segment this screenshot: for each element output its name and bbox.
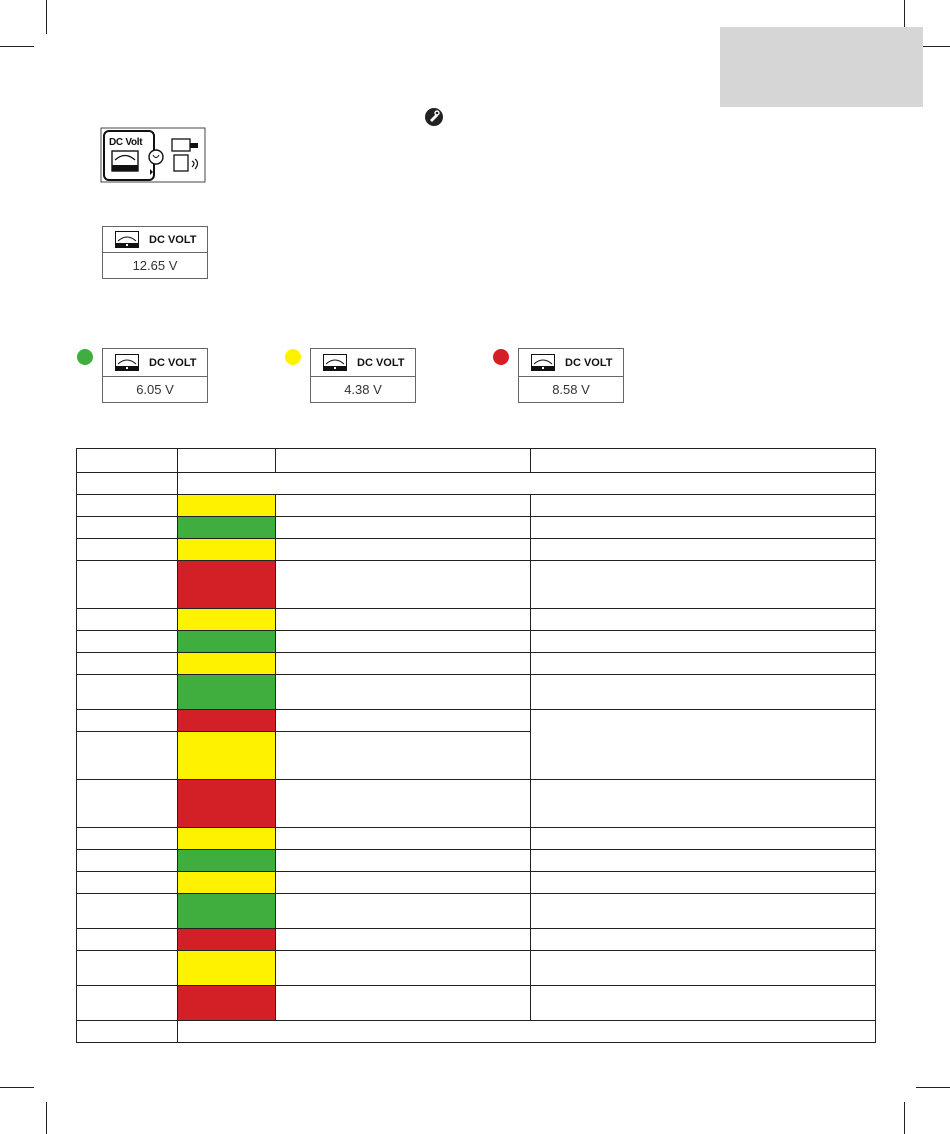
status-cell-green: [178, 675, 276, 710]
voltage-results-table: [76, 448, 876, 1043]
status-cell-yellow: [178, 732, 276, 780]
table-cell: [531, 894, 876, 929]
display-value: 6.05 V: [136, 382, 174, 397]
table-cell: [77, 561, 178, 609]
crop-mark: [46, 0, 47, 34]
table-cell: [77, 631, 178, 653]
table-cell: [276, 631, 531, 653]
table-row: [77, 986, 876, 1021]
table-cell: [276, 872, 531, 894]
example-display-yellow: [310, 348, 416, 403]
meter-icon: [115, 354, 139, 371]
meter-icon: [531, 354, 555, 371]
table-cell: [276, 539, 531, 561]
crop-mark: [904, 1102, 905, 1134]
table-row: [77, 951, 876, 986]
table-cell: [77, 872, 178, 894]
table-cell: [276, 780, 531, 828]
table-cell: [276, 517, 531, 539]
table-cell: [77, 539, 178, 561]
table-footer-row: [77, 1021, 876, 1043]
status-cell-yellow: [178, 872, 276, 894]
table-cell: [276, 732, 531, 780]
table-cell: [77, 449, 178, 473]
table-cell: [77, 850, 178, 872]
tool-icon: [424, 107, 444, 127]
table-cell: [531, 986, 876, 1021]
status-cell-yellow: [178, 951, 276, 986]
table-row: [77, 872, 876, 894]
table-cell: [178, 449, 276, 473]
table-cell: [276, 951, 531, 986]
table-cell: [77, 951, 178, 986]
table-row: [77, 631, 876, 653]
table-row: [77, 828, 876, 850]
table-cell: [276, 449, 531, 473]
table-cell: [77, 675, 178, 710]
status-cell-red: [178, 561, 276, 609]
status-cell-yellow: [178, 539, 276, 561]
example-display-red: [518, 348, 624, 403]
table-row: [77, 609, 876, 631]
table-cell: [77, 517, 178, 539]
dc-volt-display: [102, 226, 208, 279]
table-cell: [531, 951, 876, 986]
crop-mark: [0, 1087, 34, 1088]
table-cell: [77, 473, 178, 495]
table-cell: [531, 609, 876, 631]
table-cell: [531, 828, 876, 850]
table-row: [77, 780, 876, 828]
table-cell: [531, 517, 876, 539]
table-row: [77, 929, 876, 951]
table-header-row: [77, 449, 876, 473]
table-cell: [276, 675, 531, 710]
table-row: [77, 653, 876, 675]
meter-icon: [115, 231, 139, 248]
table-cell: [531, 631, 876, 653]
table-cell: [77, 780, 178, 828]
table-cell: [178, 473, 876, 495]
menu-title: DC Volt: [109, 137, 143, 148]
table-cell: [276, 495, 531, 517]
table-cell: [531, 449, 876, 473]
status-cell-green: [178, 894, 276, 929]
page-tab: [720, 27, 923, 107]
table-row: [77, 710, 876, 732]
display-value: 4.38 V: [344, 382, 382, 397]
example-display-green: [102, 348, 208, 403]
table-cell: [276, 710, 531, 732]
meter-icon: [323, 354, 347, 371]
status-cell-yellow: [178, 828, 276, 850]
table-cell: [77, 495, 178, 517]
status-dot-green: [77, 349, 93, 365]
table-cell: [276, 929, 531, 951]
display-label: DC VOLT: [357, 357, 405, 369]
display-label: DC VOLT: [149, 234, 197, 246]
table-cell: [531, 561, 876, 609]
status-cell-red: [178, 780, 276, 828]
table-cell: [531, 539, 876, 561]
status-cell-green: [178, 850, 276, 872]
crop-mark: [46, 1102, 47, 1134]
table-cell: [77, 732, 178, 780]
table-cell: [77, 710, 178, 732]
table-row: [77, 850, 876, 872]
table-cell: [531, 495, 876, 517]
table-cell: [77, 653, 178, 675]
table-row: [77, 473, 876, 495]
table-row: [77, 894, 876, 929]
status-cell-red: [178, 986, 276, 1021]
table-row: [77, 517, 876, 539]
display-value: 8.58 V: [552, 382, 590, 397]
display-value: 12.65 V: [132, 258, 178, 273]
table-row: [77, 539, 876, 561]
table-row: [77, 675, 876, 710]
table-cell: [77, 986, 178, 1021]
menu-frame-icon: [100, 127, 206, 183]
table-cell: [77, 1021, 178, 1043]
table-cell: [77, 828, 178, 850]
table-row: [77, 495, 876, 517]
table-cell: [531, 850, 876, 872]
table-cell: [77, 609, 178, 631]
table-cell: [276, 894, 531, 929]
status-cell-red: [178, 710, 276, 732]
table-cell: [531, 872, 876, 894]
status-cell-green: [178, 517, 276, 539]
table-cell: [531, 780, 876, 828]
status-cell-yellow: [178, 653, 276, 675]
table-cell: [276, 653, 531, 675]
table-cell: [276, 561, 531, 609]
status-cell-green: [178, 631, 276, 653]
status-cell-yellow: [178, 495, 276, 517]
table-cell: [178, 1021, 876, 1043]
table-cell: [276, 609, 531, 631]
table-cell: [531, 675, 876, 710]
table-cell: [276, 828, 531, 850]
table-cell: [531, 653, 876, 675]
status-cell-red: [178, 929, 276, 951]
table-cell: [531, 710, 876, 780]
table-row: [77, 561, 876, 609]
display-label: DC VOLT: [565, 357, 613, 369]
status-dot-red: [493, 349, 509, 365]
status-dot-yellow: [285, 349, 301, 365]
table-cell: [276, 850, 531, 872]
menu-screen: [100, 127, 206, 183]
crop-mark: [916, 1087, 950, 1088]
table-cell: [77, 929, 178, 951]
display-label: DC VOLT: [149, 357, 197, 369]
table-cell: [77, 894, 178, 929]
table-cell: [276, 986, 531, 1021]
table-cell: [531, 929, 876, 951]
status-cell-yellow: [178, 609, 276, 631]
crop-mark: [0, 46, 34, 47]
